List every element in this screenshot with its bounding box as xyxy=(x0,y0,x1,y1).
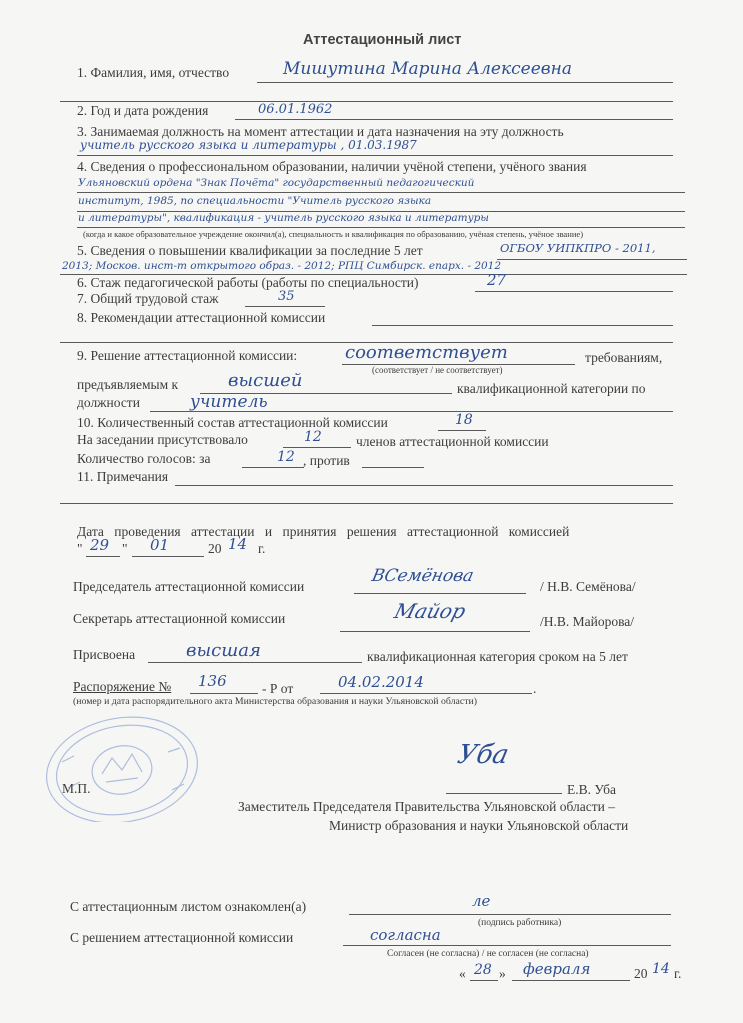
field-4-value-line-2: институт, 1985, по специальности "Учитель русского языка xyxy=(78,195,432,207)
votes-against-label: , против xyxy=(303,453,350,468)
ack-date-day: 28 xyxy=(474,962,492,978)
field-5-label: 5. Сведения о повышении квалификации за последние 5 лет xyxy=(77,243,423,258)
field-8-label: 8. Рекомендации аттестационной комиссии xyxy=(77,310,326,325)
field-7-label: 7. Общий трудовой стаж xyxy=(77,291,219,306)
votes-label: Количество голосов: за xyxy=(77,451,211,466)
field-4-line-3 xyxy=(77,227,685,228)
date-year-prefix: 20 xyxy=(208,541,222,556)
ack-date-month: февраля xyxy=(523,960,591,978)
ack-date-open: « xyxy=(459,966,466,981)
official-sign-line xyxy=(446,793,562,794)
official-signature: Уба xyxy=(454,740,512,770)
assigned-value: высшая xyxy=(186,640,261,661)
field-4-line-1 xyxy=(77,192,685,193)
present-suffix: членов аттестационной комиссии xyxy=(356,434,549,449)
official-name: Е.В. Уба xyxy=(567,782,616,797)
order-label: Распоряжение № xyxy=(73,679,172,694)
order-mid: - Р от xyxy=(262,681,294,696)
official-stamp xyxy=(38,712,206,822)
field-5-line-1 xyxy=(497,259,687,260)
field-7-line xyxy=(245,306,325,307)
decision-value: соответствует xyxy=(345,342,508,363)
assigned-label: Присвоена xyxy=(73,647,136,662)
present-line xyxy=(283,447,351,448)
date-year-suffix: 14 xyxy=(228,535,248,553)
chair-label: Председатель аттестационной комиссии xyxy=(73,579,305,594)
field-6-value: 27 xyxy=(487,271,507,289)
votes-for-line xyxy=(242,467,304,468)
position-label: должности xyxy=(77,395,140,410)
stamp-place-label: М.П. xyxy=(62,781,91,796)
decision-options-note: (соответствует / не соответствует) xyxy=(372,365,503,375)
position-line xyxy=(150,411,673,412)
page-title: Аттестационный лист xyxy=(303,32,462,48)
notes-line-1 xyxy=(175,485,673,486)
decision-requirements: требованиям, xyxy=(585,350,663,365)
field-1-value: Мишутина Марина Алексеевна xyxy=(283,59,573,79)
present-value: 12 xyxy=(304,429,322,445)
date-year-label: г. xyxy=(258,541,266,556)
agree-label: С решением аттестационной комиссии xyxy=(70,930,294,945)
secretary-label: Секретарь аттестационной комиссии xyxy=(73,611,286,626)
order-number: 136 xyxy=(198,672,227,690)
chair-sign-line xyxy=(354,593,526,594)
commission-size-value: 18 xyxy=(455,412,473,428)
secretary-sign-line xyxy=(340,631,530,632)
order-number-line xyxy=(190,693,258,694)
order-date-line xyxy=(320,693,532,694)
field-6-line xyxy=(475,291,673,292)
category-text: квалификационной категории по xyxy=(457,381,646,396)
date-month-line xyxy=(132,556,204,557)
presented-label: предъявляемым к xyxy=(77,377,179,392)
category-value: высшей xyxy=(228,370,303,391)
field-6-label: 6. Стаж педагогической работы (работы по специальности) xyxy=(77,275,419,290)
order-dot: . xyxy=(533,681,537,696)
notes-line-2 xyxy=(60,503,673,504)
field-8-line-1 xyxy=(372,325,673,326)
date-text: Дата проведения аттестации и принятия решения аттестационной комиссией xyxy=(77,524,570,539)
commission-size-line xyxy=(438,430,486,431)
field-1-extra-line xyxy=(60,101,673,102)
field-3-line xyxy=(77,155,673,156)
commission-size-label: 10. Количественный состав аттестационной комиссии xyxy=(77,415,388,430)
field-4-note: (когда и какое образовательное учреждение окончил(а), специальность и квалификация по образованию, учёная степень, учёное звание) xyxy=(83,229,584,239)
ack-date-close: » xyxy=(499,966,506,981)
chair-signature: ВСемёнова xyxy=(369,566,476,586)
order-note: (номер и дата распорядительного акта Министерства образования и науки Ульяновской области) xyxy=(73,696,477,707)
date-quote-close: " xyxy=(122,541,128,556)
secretary-name: /Н.В. Майорова/ xyxy=(540,614,635,629)
order-date: 04.02.2014 xyxy=(338,673,424,691)
position-value: учитель xyxy=(190,392,268,412)
date-quote-open: " xyxy=(77,541,83,556)
notes-label: 11. Примечания xyxy=(77,469,169,484)
field-4-value-line-3: и литературы", квалификация - учитель русского языка и литературы xyxy=(78,212,489,224)
assigned-line xyxy=(148,662,362,663)
ack-date-year-suffix: 14 xyxy=(652,961,670,977)
field-2-value: 06.01.1962 xyxy=(258,102,333,117)
secretary-signature: Майор xyxy=(391,599,469,623)
field-4-label: 4. Сведения о профессиональном образовании, наличии учёной степени, учёного звания xyxy=(77,159,587,174)
date-day: 29 xyxy=(90,536,110,554)
official-title-line-1: Заместитель Председателя Правительства Ульяновской области – xyxy=(238,799,615,814)
ack-date-year-prefix: 20 xyxy=(634,966,648,981)
decision-label: 9. Решение аттестационной комиссии: xyxy=(77,348,298,363)
field-3-value: учитель русского языка и литературы , 01.03.1987 xyxy=(80,138,417,152)
ack-line xyxy=(349,914,671,915)
agree-value: согласна xyxy=(370,926,441,944)
field-5-value-line-1: ОГБОУ УИПКПРО - 2011, xyxy=(500,241,656,255)
agree-line xyxy=(343,945,671,946)
date-day-line xyxy=(86,556,120,557)
ack-date-month-line xyxy=(512,980,630,981)
votes-against-line xyxy=(362,467,424,468)
ack-date-day-line xyxy=(470,980,498,981)
official-title-line-2: Министр образования и науки Ульяновской области xyxy=(329,818,629,833)
present-label: На заседании присутствовало xyxy=(77,432,248,447)
chair-name: / Н.В. Семёнова/ xyxy=(540,579,636,594)
field-1-label: 1. Фамилия, имя, отчество xyxy=(77,65,230,80)
ack-date-year-label: г. xyxy=(674,966,682,981)
field-2-label: 2. Год и дата рождения xyxy=(77,103,209,118)
assigned-suffix: квалификационная категория сроком на 5 лет xyxy=(367,649,628,664)
ack-signature: ле xyxy=(472,892,491,910)
votes-for-value: 12 xyxy=(277,449,295,465)
field-7-value: 35 xyxy=(278,289,295,304)
field-4-value-line-1: Ульяновский ордена "Знак Почёта" государственный педагогический xyxy=(78,177,475,189)
field-5-value-line-2: 2013; Москов. инст-т открытого образ. - 2012; РПЦ Симбирск. епарх. - 2012 xyxy=(62,260,502,272)
field-1-line xyxy=(257,82,673,83)
ack-note: (подпись работника) xyxy=(478,918,562,928)
ack-label: С аттестационным листом ознакомлен(а) xyxy=(70,899,307,914)
field-3-label: 3. Занимаемая должность на момент аттестации и дата назначения на эту должность xyxy=(77,124,564,139)
agree-note: Согласен (не согласна) / не согласен (не согласна) xyxy=(387,949,589,959)
field-2-line xyxy=(235,119,673,120)
date-month: 01 xyxy=(150,536,170,554)
